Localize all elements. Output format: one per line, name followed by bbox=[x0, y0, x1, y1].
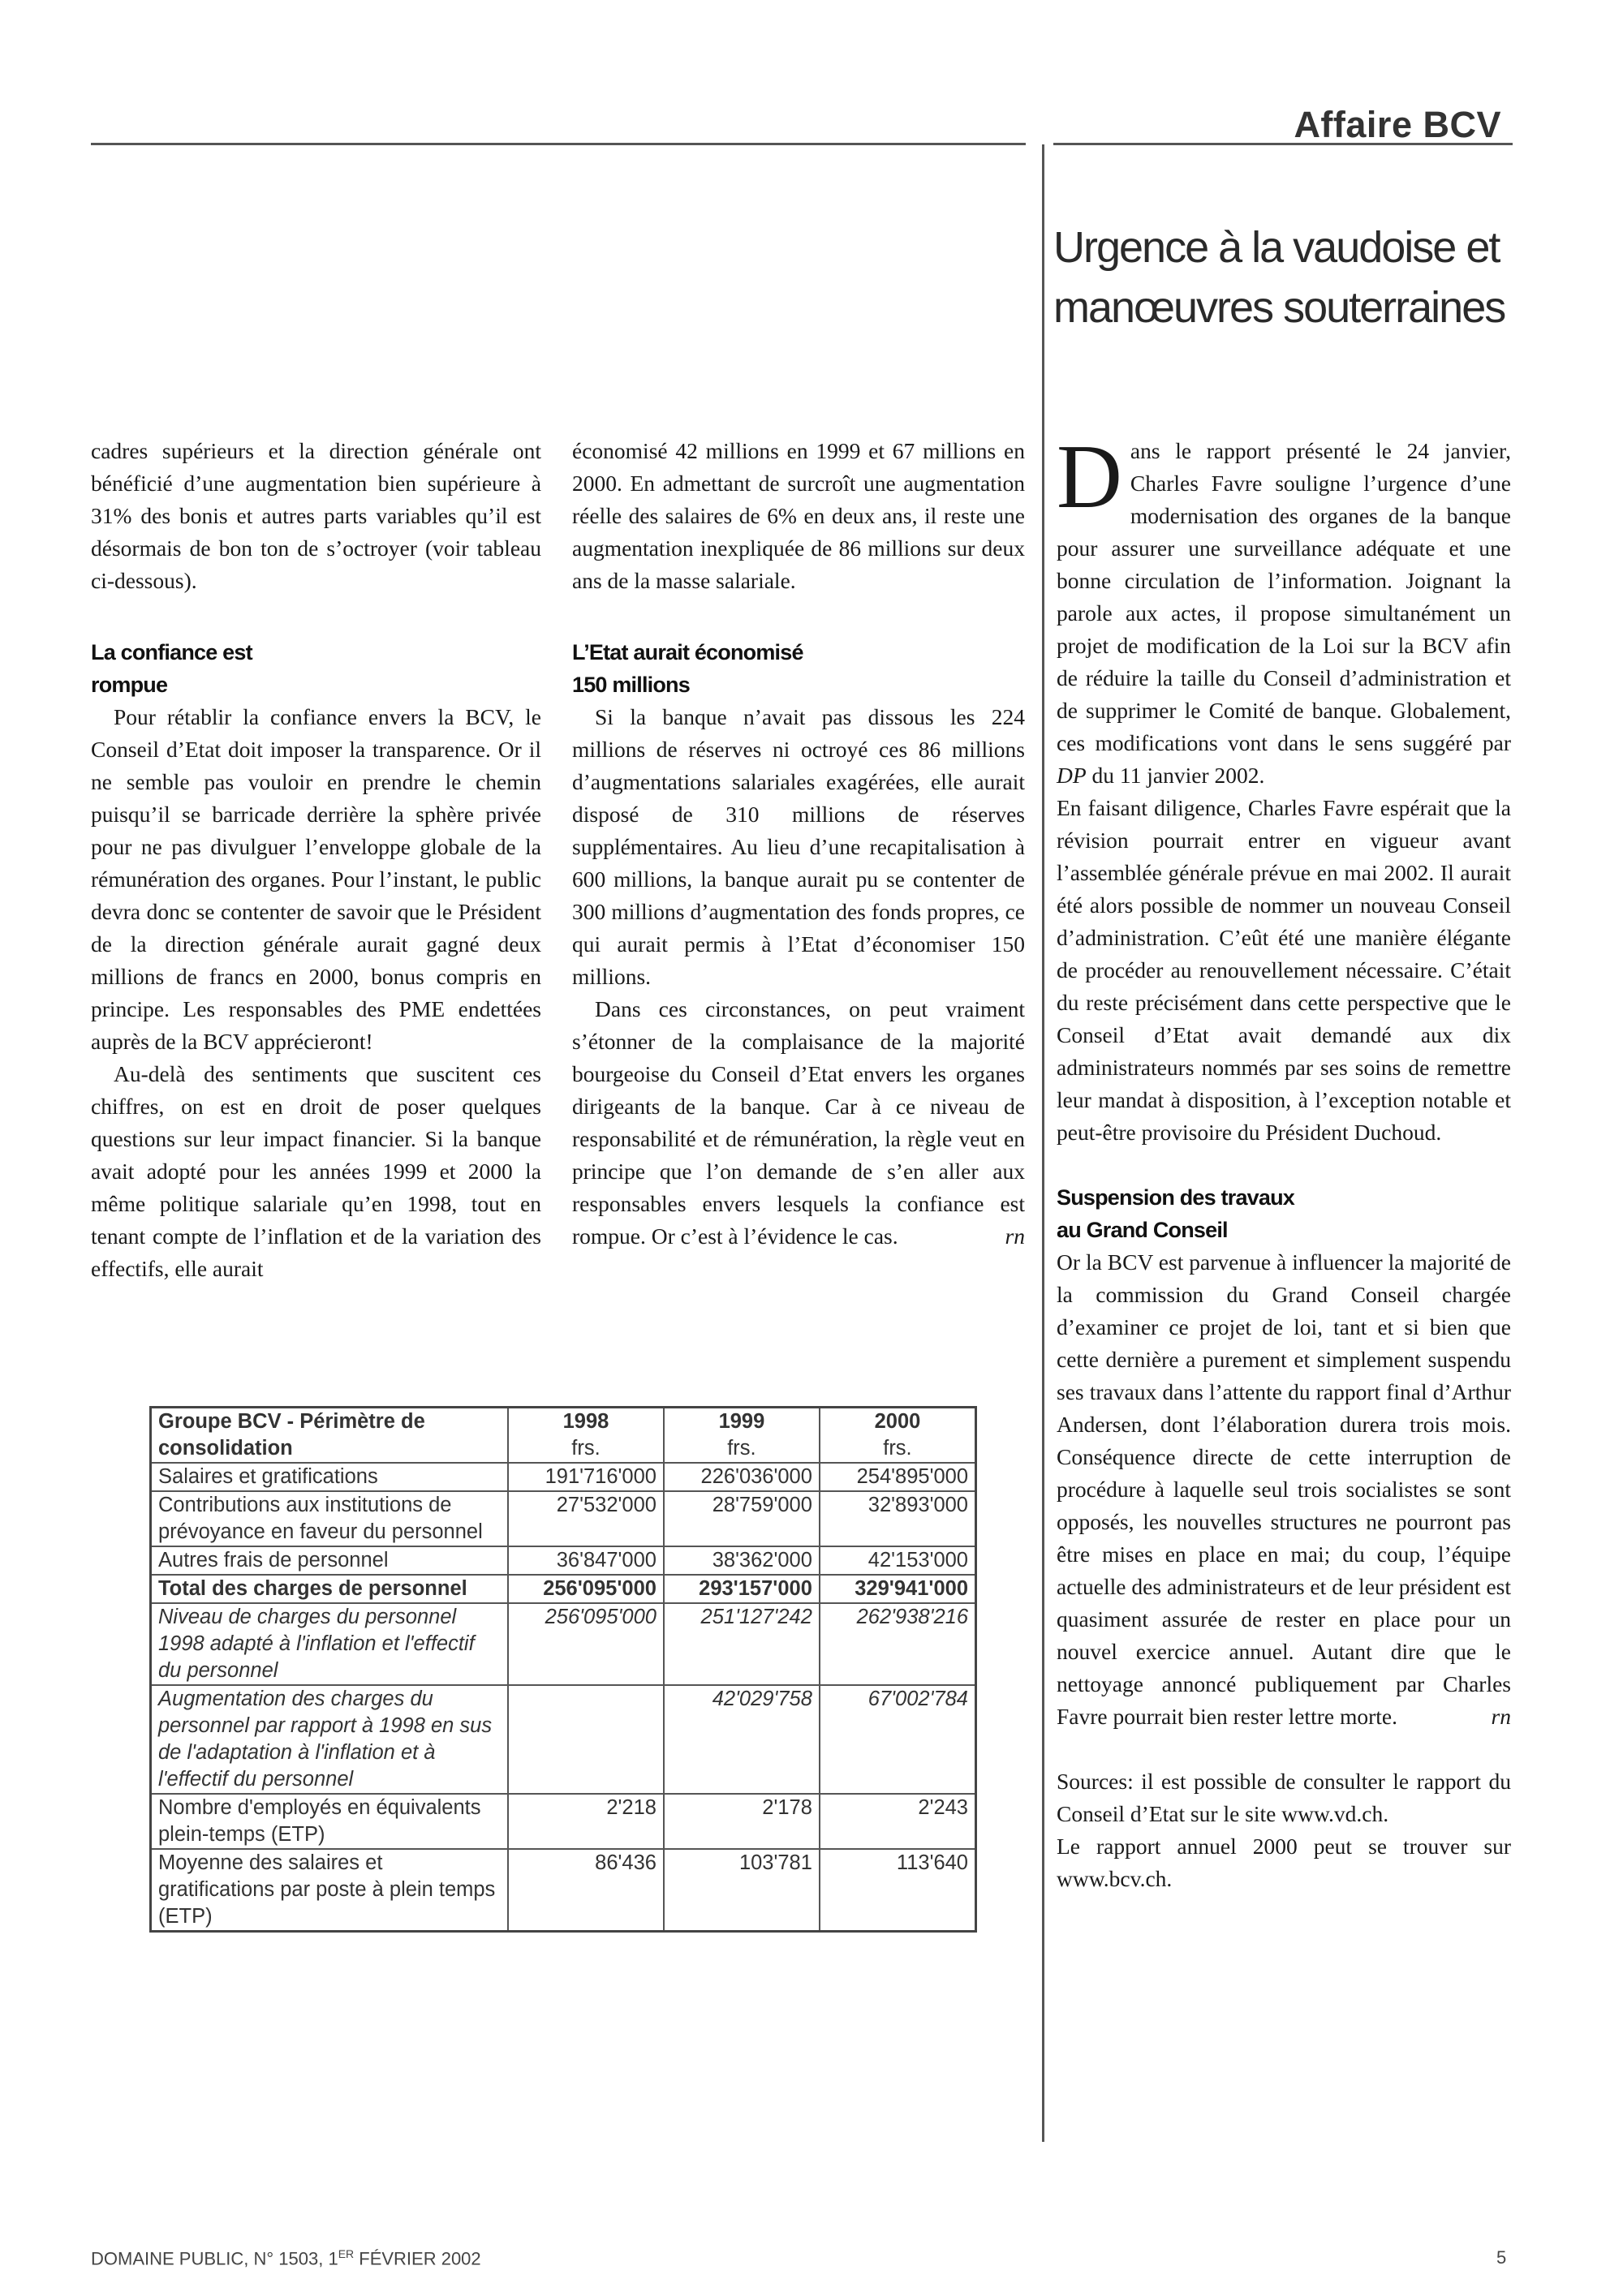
col3-paragraph-1 bbox=[1057, 427, 1511, 792]
table-header-2000 bbox=[820, 1408, 976, 1464]
cell-1999: 38'362'000 bbox=[664, 1546, 820, 1575]
cell-1999: 2'178 bbox=[664, 1794, 820, 1849]
cell-1998: 27'532'000 bbox=[508, 1491, 664, 1546]
cell-2000: 32'893'000 bbox=[820, 1491, 976, 1546]
footer-pub-sup: ER bbox=[338, 2247, 355, 2260]
cell-1998: 256'095'000 bbox=[508, 1575, 664, 1603]
col2-intro: économisé 42 millions en 1999 et 67 millions en 2000. En admettant de surcroît une augmentation réelle des salaires de 6% en deux ans, il reste une augmentation inexpliquée de 86 millions sur deux ans de la masse salariale. bbox=[572, 438, 1025, 593]
col3-signature: rn bbox=[1491, 1704, 1511, 1729]
unit-1998: frs. bbox=[571, 1437, 601, 1460]
column-3 bbox=[1057, 427, 1511, 1895]
cell-1998: 36'847'000 bbox=[508, 1546, 664, 1575]
table-header-row bbox=[151, 1408, 976, 1464]
headline-line-1: Urgence à la vaudoise et bbox=[1053, 223, 1500, 272]
year-1999: 1999 bbox=[718, 1410, 765, 1433]
col1-paragraph-1: Pour rétablir la confiance envers la BCV, le Conseil d’Etat doit imposer la transparence. Or il ne semble pas vouloir en prendre le chemin puisqu’il se barricade derrière la sphère privée pour ne pas divulguer l’enveloppe globale de la rémunération des organes. Pour l’instant, le public devra donc se contenter de savoir que le Président de la direction générale aurait gagné deux millions de francs en 2000, bonus compris en principe. Les responsables des PME endettées auprès de la BCV apprécieront! bbox=[91, 704, 541, 1054]
row-label: Contributions aux institutions de prévoyance en faveur du personnel bbox=[151, 1491, 509, 1546]
col2-paragraph-1: Si la banque n’avait pas dissous les 224 millions de réserves ni octroyé ces 86 millions d’augmentations salariales exagérées, elle aurait disposé de 310 millions de réserves supplémentaires. Au lieu d’une recapitalisation à 600 millions, la banque aurait pu se contenter de 300 millions d’augmentation des fonds propres, ce qui aurait permis à l’Etat d’économiser 150 millions. bbox=[572, 704, 1025, 989]
table-header-1999 bbox=[664, 1408, 820, 1464]
col3-heading bbox=[1057, 1181, 1511, 1246]
cell-1999: 293'157'000 bbox=[664, 1575, 820, 1603]
col3-heading-line-2: au Grand Conseil bbox=[1057, 1218, 1228, 1242]
cell-2000: 113'640 bbox=[820, 1849, 976, 1932]
col1-heading-line-1: La confiance est bbox=[91, 640, 252, 664]
row-label: Salaires et gratifications bbox=[151, 1463, 509, 1491]
table-row bbox=[151, 1794, 976, 1849]
cell-2000: 329'941'000 bbox=[820, 1575, 976, 1603]
cell-2000: 42'153'000 bbox=[820, 1546, 976, 1575]
footer-pub-prefix: DOMAINE PUBLIC, N° 1503, 1 bbox=[91, 2248, 338, 2269]
year-2000: 2000 bbox=[874, 1410, 921, 1433]
column-1 bbox=[91, 435, 541, 1285]
cell-1999: 28'759'000 bbox=[664, 1491, 820, 1546]
row-label: Niveau de charges du personnel 1998 adapté à l'inflation et l'effectif du personnel bbox=[151, 1603, 509, 1685]
column-2 bbox=[572, 435, 1025, 1253]
row-label: Nombre d'employés en équivalents plein-temps (ETP) bbox=[151, 1794, 509, 1849]
table-row bbox=[151, 1685, 976, 1794]
table-row-total bbox=[151, 1575, 976, 1603]
col1-intro: cadres supérieurs et la direction générale ont bénéficié d’une augmentation bien supérieure à 31% des bonis et autres parts variables qu’il est désormais de bon ton de s’octroyer (voir tableau ci-dessous). bbox=[91, 438, 541, 593]
col2-paragraph-2: Dans ces circonstances, on peut vraiment s’étonner de la complaisance de la majorité bourgeoise du Conseil d’Etat envers les organes dirigeants de la banque. Car à ce niveau de responsabilité et de rémunération, la règle veut en principe que l’on demande de s’en aller aux responsables envers lesquels la confiance est rompue. Or c’est à l’évidence le cas. bbox=[572, 996, 1025, 1249]
cell-1998 bbox=[508, 1685, 664, 1794]
footer-pub-suffix: FÉVRIER 2002 bbox=[354, 2248, 481, 2269]
col3-heading-line-1: Suspension des travaux bbox=[1057, 1185, 1295, 1210]
cell-1999: 42'029'758 bbox=[664, 1685, 820, 1794]
cell-1999: 226'036'000 bbox=[664, 1463, 820, 1491]
table-row bbox=[151, 1546, 976, 1575]
table-row bbox=[151, 1603, 976, 1685]
col3-paragraph-3: Or la BCV est parvenue à influencer la majorité de la commission du Grand Conseil chargée d’examiner ce projet de loi, tant et si bien que cette dernière a purement et simplement suspendu ses travaux dans l’attente du rapport final d’Arthur Andersen, dont l’élaboration durera trois mois. Conséquence directe de cette interruption de procédure à laquelle seul trois socialistes se sont opposés, les nouvelles structures ne pourront pas être mises en place en mai; du coup, l’équipe actuelle des administrateurs et de leur président est quasiment assurée de rester en place pour un nouvel exercice annuel. Autant dire que le nettoyage annoncé publiquement par Charles Favre pourrait bien rester lettre morte. bbox=[1057, 1249, 1511, 1729]
cell-1998: 86'436 bbox=[508, 1849, 664, 1932]
cell-2000: 254'895'000 bbox=[820, 1463, 976, 1491]
article-headline bbox=[1053, 217, 1540, 338]
cell-2000: 262'938'216 bbox=[820, 1603, 976, 1685]
col3-paragraph-1-end: du 11 janvier 2002. bbox=[1086, 763, 1265, 788]
cell-1998: 2'218 bbox=[508, 1794, 664, 1849]
cell-1998: 256'095'000 bbox=[508, 1603, 664, 1685]
row-label: Autres frais de personnel bbox=[151, 1546, 509, 1575]
table-row bbox=[151, 1491, 976, 1546]
table-row bbox=[151, 1849, 976, 1932]
col2-heading-line-2: 150 millions bbox=[572, 673, 690, 697]
cell-2000: 67'002'784 bbox=[820, 1685, 976, 1794]
unit-2000: frs. bbox=[883, 1437, 912, 1460]
row-label: Moyenne des salaires et gratifications par poste à plein temps (ETP) bbox=[151, 1849, 509, 1932]
col1-heading-line-2: rompue bbox=[91, 673, 168, 697]
col2-heading bbox=[572, 636, 1025, 701]
drop-cap: D bbox=[1057, 427, 1122, 527]
col1-paragraph-2: Au-delà des sentiments que suscitent ces chiffres, on est en droit de poser quelques questions sur leur impact financier. Si la banque avait adopté pour les années 1999 et 2000 la même politique salariale qu’en 1998, tout en tenant compte de l’inflation et de la variation des effectifs, elle aurait bbox=[91, 1061, 541, 1281]
col3-paragraph-2: En faisant diligence, Charles Favre espérait que la révision pourrait entrer en vigueur avant l’assemblée générale prévue en mai 2002. Il aurait été alors possible de nommer un nouveau Conseil d’administration. C’eût été une manière élégante de procéder au renouvellement nécessaire. C’était du reste précisément dans cette perspective que le Conseil d’Etat avait demandé aux dix administrateurs nommés par ses soins de remettre leur mandat à disposition, à l’exception notable et peut-être provisoire du Président Duchoud. bbox=[1057, 795, 1511, 1145]
unit-1999: frs. bbox=[727, 1437, 756, 1460]
col2-heading-line-1: L’Etat aurait économisé bbox=[572, 640, 803, 664]
table-row bbox=[151, 1463, 976, 1491]
cell-1999: 251'127'242 bbox=[664, 1603, 820, 1685]
col1-heading bbox=[91, 636, 541, 701]
headline-line-2: manœuvres souterraines bbox=[1053, 283, 1505, 332]
cell-1998: 191'716'000 bbox=[508, 1463, 664, 1491]
col3-sources-2: Le rapport annuel 2000 peut se trouver sur www.bcv.ch. bbox=[1057, 1834, 1511, 1891]
row-label: Total des charges de personnel bbox=[151, 1575, 509, 1603]
col3-sources-1: Sources: il est possible de consulter le rapport du Conseil d’Etat sur le site www.vd.ch. bbox=[1057, 1769, 1511, 1826]
cell-1999: 103'781 bbox=[664, 1849, 820, 1932]
table-header-1998 bbox=[508, 1408, 664, 1464]
footer-publication bbox=[91, 2247, 481, 2269]
col2-signature: rn bbox=[1005, 1223, 1025, 1249]
col3-dp-ref: DP bbox=[1057, 763, 1087, 788]
row-label: Augmentation des charges du personnel par rapport à 1998 en sus de l'adaptation à l'inflation et à l'effectif du personnel bbox=[151, 1685, 509, 1794]
column-divider bbox=[1042, 144, 1044, 2142]
personnel-costs-table bbox=[149, 1406, 977, 1933]
year-1998: 1998 bbox=[562, 1410, 609, 1433]
section-title: Affaire BCV bbox=[1294, 104, 1501, 145]
table-header-label: Groupe BCV - Périmètre de consolidation bbox=[151, 1408, 509, 1464]
page-number: 5 bbox=[1496, 2247, 1507, 2268]
header-rule-left bbox=[91, 143, 1026, 145]
col3-paragraph-1-text: ans le rapport présenté le 24 janvier, Charles Favre souligne l’urgence d’une modernisation des organes de la banque pour assurer une surveillance adéquate et une bonne circulation de l’information. Joignant la parole aux actes, il propose simultanément un projet de modification de la Loi sur la BCV afin de réduire la taille du Conseil d’administration et de supprimer le Comité de banque. Globalement, ces modifications vont dans le sens suggéré par bbox=[1057, 438, 1511, 755]
cell-2000: 2'243 bbox=[820, 1794, 976, 1849]
